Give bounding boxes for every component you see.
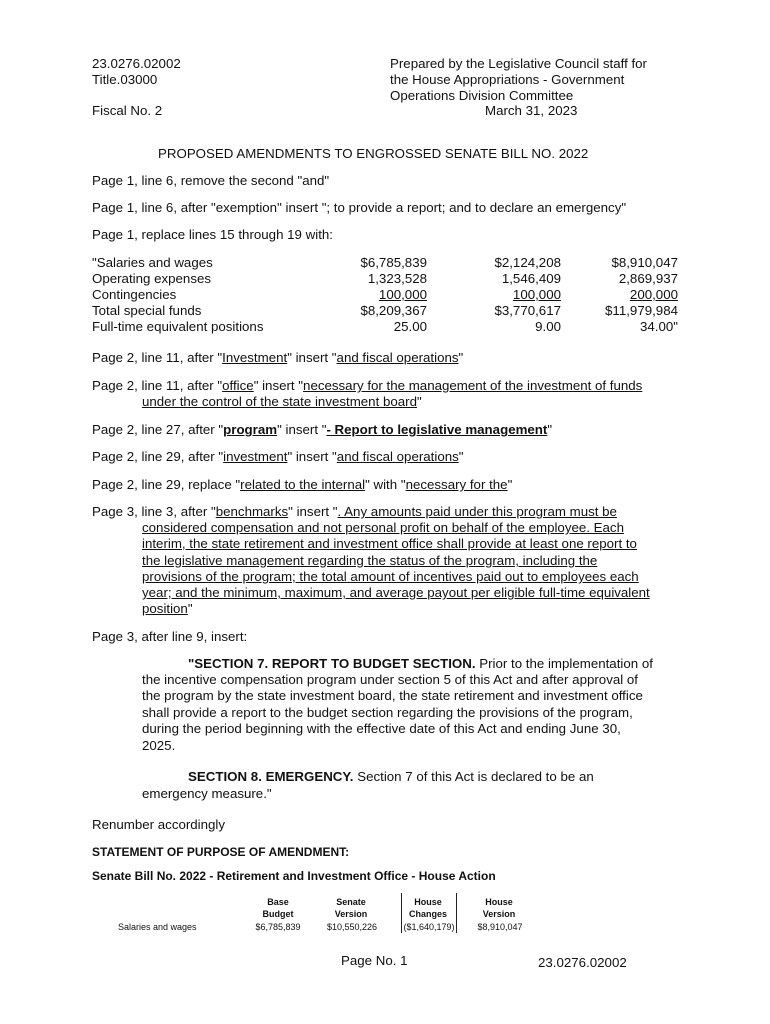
- budget-cell: 100,000: [378, 287, 427, 302]
- summary-title: Senate Bill No. 2022 - Retirement and Investment Office - House Action: [92, 869, 496, 883]
- title-code: Title.03000: [92, 72, 158, 87]
- amendment-text: " insert ": [287, 350, 337, 365]
- amendment-9-line: year; and the minimum, maximum, and average payout per eligible full-time equivalent: [142, 585, 650, 600]
- page-title: PROPOSED AMENDMENTS TO ENGROSSED SENATE BILL NO. 2022: [158, 146, 589, 161]
- budget-cell: $8,209,367: [360, 303, 427, 318]
- amendment-text: Page 2, line 27, after ": [92, 422, 224, 437]
- amendment-10: Page 3, after line 9, insert:: [92, 629, 248, 644]
- amendment-insert: and fiscal operations: [336, 449, 459, 464]
- amendment-1: Page 1, line 6, remove the second "and": [92, 173, 330, 188]
- budget-cell: $6,785,839: [360, 255, 427, 270]
- budget-cell: $8,910,047: [611, 255, 678, 270]
- section-7-line: during the period beginning with the effective date of this Act and ending June 30,: [142, 721, 621, 736]
- amendment-9-line: interim, the state retirement and investment office shall provide at least one report to: [142, 536, 637, 551]
- amendment-insert: necessary for the management of the investment of funds: [303, 378, 643, 393]
- section-7-heading: "SECTION 7. REPORT TO BUDGET SECTION.: [188, 656, 476, 671]
- amendment-text: ": [458, 350, 464, 365]
- summary-header-base: [256, 896, 300, 920]
- page-number: Page No. 1: [341, 953, 408, 968]
- amendment-9: [92, 504, 617, 519]
- amendment-text: " insert ": [288, 504, 338, 519]
- amendment-2: Page 1, line 6, after "exemption" insert "; to provide a report; and to declare an emergency": [92, 200, 627, 215]
- amendment-9-line: provisions of the program; the total amount of incentives paid out to employees each: [142, 569, 639, 584]
- header-line: House: [414, 897, 442, 907]
- amendment-9-line: [142, 601, 193, 616]
- header-line: Changes: [408, 909, 447, 919]
- summary-cell: $6,785,839: [255, 922, 301, 932]
- amendment-insert: - Report to legislative management: [326, 422, 548, 437]
- amendment-8: [92, 477, 512, 492]
- amendment-target: investment: [223, 449, 288, 464]
- header-line: Base: [267, 897, 289, 907]
- budget-row-label: Full-time equivalent positions: [92, 319, 264, 334]
- budget-row-label: Operating expenses: [92, 271, 212, 286]
- amendment-9-line: the legislative management regarding the status of the program, including the: [142, 553, 598, 568]
- summary-cell: $10,550,226: [326, 922, 378, 932]
- amendment-9-line: considered compensation and not personal profit on behalf of the employee. Each: [142, 520, 624, 535]
- section-7-text: Prior to the implementation of: [475, 656, 653, 671]
- amendment-insert: under the control of the state investment board: [142, 394, 417, 409]
- amendment-text: ": [458, 449, 464, 464]
- summary-cell: ($1,640,179): [403, 922, 455, 932]
- amendment-target: benchmarks: [215, 504, 289, 519]
- amendment-text: ": [547, 422, 553, 437]
- amendment-text: Page 3, line 3, after ": [92, 504, 216, 519]
- amendment-text: " insert ": [277, 422, 327, 437]
- header-line: Version: [334, 909, 368, 919]
- budget-row-label: "Salaries and wages: [92, 255, 213, 270]
- prepared-line-2: the House Appropriations - Government: [390, 72, 625, 87]
- amendment-7: [92, 449, 464, 464]
- summary-header-house-version: [476, 896, 522, 920]
- budget-cell: 25.00: [393, 319, 427, 334]
- section-7-line: the incentive compensation program under section 5 of this Act and after approval of: [142, 672, 638, 687]
- summary-row-label: Salaries and wages: [118, 922, 197, 932]
- budget-cell: $3,770,617: [494, 303, 561, 318]
- summary-header-senate: [328, 896, 374, 920]
- amendment-4: [92, 350, 463, 365]
- header-line: Budget: [262, 909, 294, 919]
- amendment-text: " with ": [365, 477, 406, 492]
- budget-cell: 34.00": [640, 319, 678, 334]
- bill-code: 23.0276.02002: [92, 56, 181, 71]
- prepared-date: March 31, 2023: [485, 103, 578, 118]
- section-8-heading: SECTION 8. EMERGENCY.: [188, 769, 354, 784]
- section-8-first-line: [188, 769, 594, 784]
- amendment-5-continued: [142, 394, 422, 409]
- section-7-line: 2025.: [142, 738, 176, 753]
- section-7-line: shall provide a report to the budget section regarding the provisions of the program,: [142, 705, 633, 720]
- budget-cell: 1,546,409: [501, 271, 561, 286]
- footer-code: 23.0276.02002: [538, 955, 627, 970]
- budget-row-label: Total special funds: [92, 303, 202, 318]
- budget-cell: 100,000: [512, 287, 561, 302]
- amendment-target: Investment: [222, 350, 288, 365]
- summary-cell: $8,910,047: [477, 922, 523, 932]
- amendment-insert: and fiscal operations: [336, 350, 459, 365]
- section-7-first-line: [188, 656, 653, 671]
- budget-cell: 1,323,528: [367, 271, 427, 286]
- amendment-target: program: [223, 422, 278, 437]
- prepared-line-1: Prepared by the Legislative Council staff for: [390, 56, 647, 71]
- budget-cell: 200,000: [629, 287, 678, 302]
- amendment-text: " insert ": [287, 449, 337, 464]
- fiscal-no: Fiscal No. 2: [92, 103, 163, 118]
- amendment-text: " insert ": [253, 378, 304, 393]
- amendment-text: Page 2, line 29, after ": [92, 449, 224, 464]
- amendment-text: ": [507, 477, 513, 492]
- amendment-insert: necessary for the: [405, 477, 508, 492]
- amendment-3: Page 1, replace lines 15 through 19 with:: [92, 227, 333, 242]
- summary-header-house-changes: [403, 896, 453, 920]
- section-8-text: Section 7 of this Act is declared to be an: [353, 769, 594, 784]
- budget-cell: $11,979,984: [605, 303, 678, 318]
- amendment-insert: . Any amounts paid under this program must be: [337, 504, 617, 519]
- amendment-target: office: [222, 378, 254, 393]
- budget-cell: $2,124,208: [494, 255, 561, 270]
- amendment-5: [92, 378, 642, 393]
- amendment-text: ": [416, 394, 422, 409]
- prepared-line-3: Operations Division Committee: [390, 88, 574, 103]
- budget-cell: 9.00: [535, 319, 561, 334]
- section-7-line: the program by the state investment board, the state retirement and investment office: [142, 688, 643, 703]
- renumber-note: Renumber accordingly: [92, 817, 226, 832]
- budget-cell: 2,869,937: [618, 271, 678, 286]
- amendment-text: Page 2, line 11, after ": [92, 378, 223, 393]
- amendment-6: [92, 422, 552, 437]
- header-line: House: [485, 897, 513, 907]
- section-8-line: emergency measure.": [142, 786, 272, 801]
- amendment-text: Page 2, line 29, replace ": [92, 477, 241, 492]
- amendment-text: Page 2, line 11, after ": [92, 350, 223, 365]
- budget-row-label: Contingencies: [92, 287, 177, 302]
- header-line: Version: [482, 909, 516, 919]
- amendment-insert: position: [142, 601, 188, 616]
- amendment-text: ": [187, 601, 193, 616]
- statement-heading: STATEMENT OF PURPOSE OF AMENDMENT:: [92, 845, 350, 859]
- header-line: Senate: [336, 897, 366, 907]
- amendment-target: related to the internal: [240, 477, 366, 492]
